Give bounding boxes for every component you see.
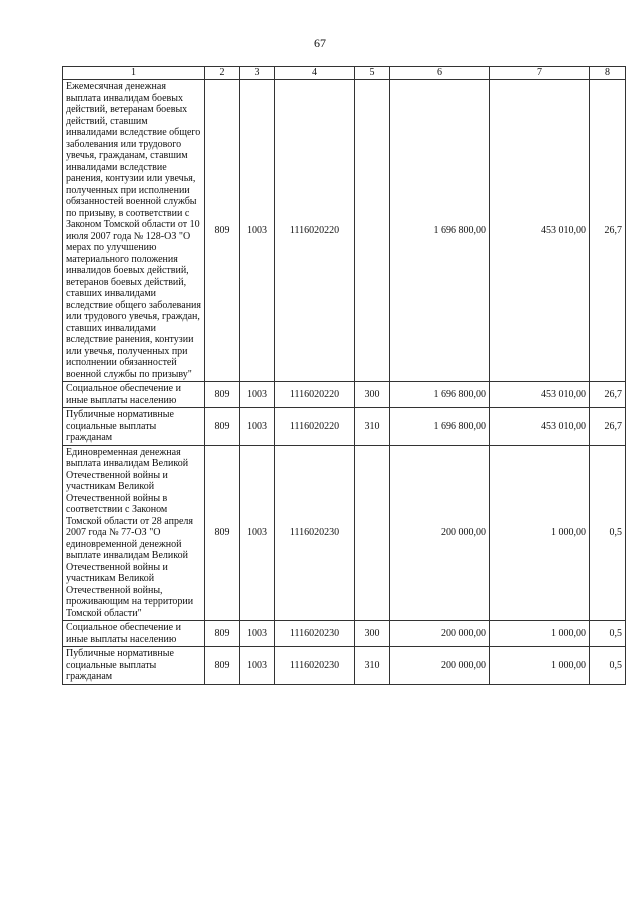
cell-ministry-code: 809 — [205, 80, 240, 382]
cell-executed-amount: 453 010,00 — [490, 382, 590, 408]
cell-ministry-code: 809 — [205, 621, 240, 647]
budget-table — [62, 66, 626, 685]
cell-target-code: 1116020230 — [275, 621, 355, 647]
table-row — [63, 621, 626, 647]
cell-target-code: 1116020230 — [275, 445, 355, 621]
header-row — [63, 67, 626, 80]
cell-section-code: 1003 — [240, 621, 275, 647]
cell-target-code: 1116020230 — [275, 647, 355, 685]
cell-percent: 26,7 — [590, 80, 626, 382]
cell-expense-type — [355, 445, 390, 621]
header-cell: 2 — [205, 67, 240, 80]
cell-executed-amount: 453 010,00 — [490, 80, 590, 382]
cell-section-code: 1003 — [240, 647, 275, 685]
header-cell: 8 — [590, 67, 626, 80]
header-cell: 6 — [390, 67, 490, 80]
cell-planned-amount: 200 000,00 — [390, 445, 490, 621]
cell-expense-type: 300 — [355, 382, 390, 408]
row-description: Единовременная денежная выплата инвалидам Великой Отечественной войны и участникам Великой Отечественной войны в соответствии с Законом Томской области от 28 апреля 2007 года № 77-ОЗ "О единовременной денежной выплате инвалидам Великой Отечественной войны и участникам Великой Отечественной войны, проживающим на территории Томской области" — [63, 445, 205, 621]
row-description: Социальное обеспечение и иные выплаты населению — [63, 621, 205, 647]
cell-percent: 26,7 — [590, 382, 626, 408]
cell-target-code: 1116020220 — [275, 382, 355, 408]
table-row — [63, 408, 626, 446]
cell-ministry-code: 809 — [205, 382, 240, 408]
header-cell: 7 — [490, 67, 590, 80]
cell-ministry-code: 809 — [205, 445, 240, 621]
header-cell: 5 — [355, 67, 390, 80]
cell-expense-type: 310 — [355, 647, 390, 685]
cell-percent: 0,5 — [590, 647, 626, 685]
table-row — [63, 80, 626, 382]
cell-percent: 0,5 — [590, 621, 626, 647]
cell-executed-amount: 1 000,00 — [490, 621, 590, 647]
row-description: Публичные нормативные социальные выплаты гражданам — [63, 647, 205, 685]
header-cell: 4 — [275, 67, 355, 80]
cell-target-code: 1116020220 — [275, 80, 355, 382]
cell-planned-amount: 200 000,00 — [390, 621, 490, 647]
table-row — [63, 382, 626, 408]
row-description: Ежемесячная денежная выплата инвалидам боевых действий, ветеранам боевых действий, ставшим инвалидами вследствие общего заболевания или трудового увечья, гражданам, ставшим инвалидами вследствие ранения, контузии или увечья, полученных при исполнении обязанностей военной службы по призыву, в соответствии с Законом Томской области от 10 июля 2007 года № 128-ОЗ "О мерах по улучшению материального положения инвалидов боевых действий, ветеранов боевых действий, ставших инвалидами вследствие общего заболевания или трудового увечья, граждан, ставших инвалидами вследствие ранения, контузии или увечья, полученных при исполнении обязанностей военной службы по призыву" — [63, 80, 205, 382]
row-description: Социальное обеспечение и иные выплаты населению — [63, 382, 205, 408]
header-cell: 1 — [63, 67, 205, 80]
page-number: 67 — [314, 36, 326, 50]
table-row — [63, 647, 626, 685]
cell-percent: 26,7 — [590, 408, 626, 446]
cell-target-code: 1116020220 — [275, 408, 355, 446]
cell-percent: 0,5 — [590, 445, 626, 621]
cell-expense-type: 300 — [355, 621, 390, 647]
cell-planned-amount: 1 696 800,00 — [390, 382, 490, 408]
cell-section-code: 1003 — [240, 445, 275, 621]
cell-ministry-code: 809 — [205, 408, 240, 446]
header-cell: 3 — [240, 67, 275, 80]
cell-planned-amount: 200 000,00 — [390, 647, 490, 685]
cell-executed-amount: 1 000,00 — [490, 647, 590, 685]
cell-executed-amount: 1 000,00 — [490, 445, 590, 621]
cell-section-code: 1003 — [240, 80, 275, 382]
row-description: Публичные нормативные социальные выплаты гражданам — [63, 408, 205, 446]
table-row — [63, 445, 626, 621]
cell-section-code: 1003 — [240, 408, 275, 446]
cell-ministry-code: 809 — [205, 647, 240, 685]
cell-expense-type: 310 — [355, 408, 390, 446]
cell-planned-amount: 1 696 800,00 — [390, 80, 490, 382]
cell-planned-amount: 1 696 800,00 — [390, 408, 490, 446]
cell-expense-type — [355, 80, 390, 382]
cell-executed-amount: 453 010,00 — [490, 408, 590, 446]
cell-section-code: 1003 — [240, 382, 275, 408]
